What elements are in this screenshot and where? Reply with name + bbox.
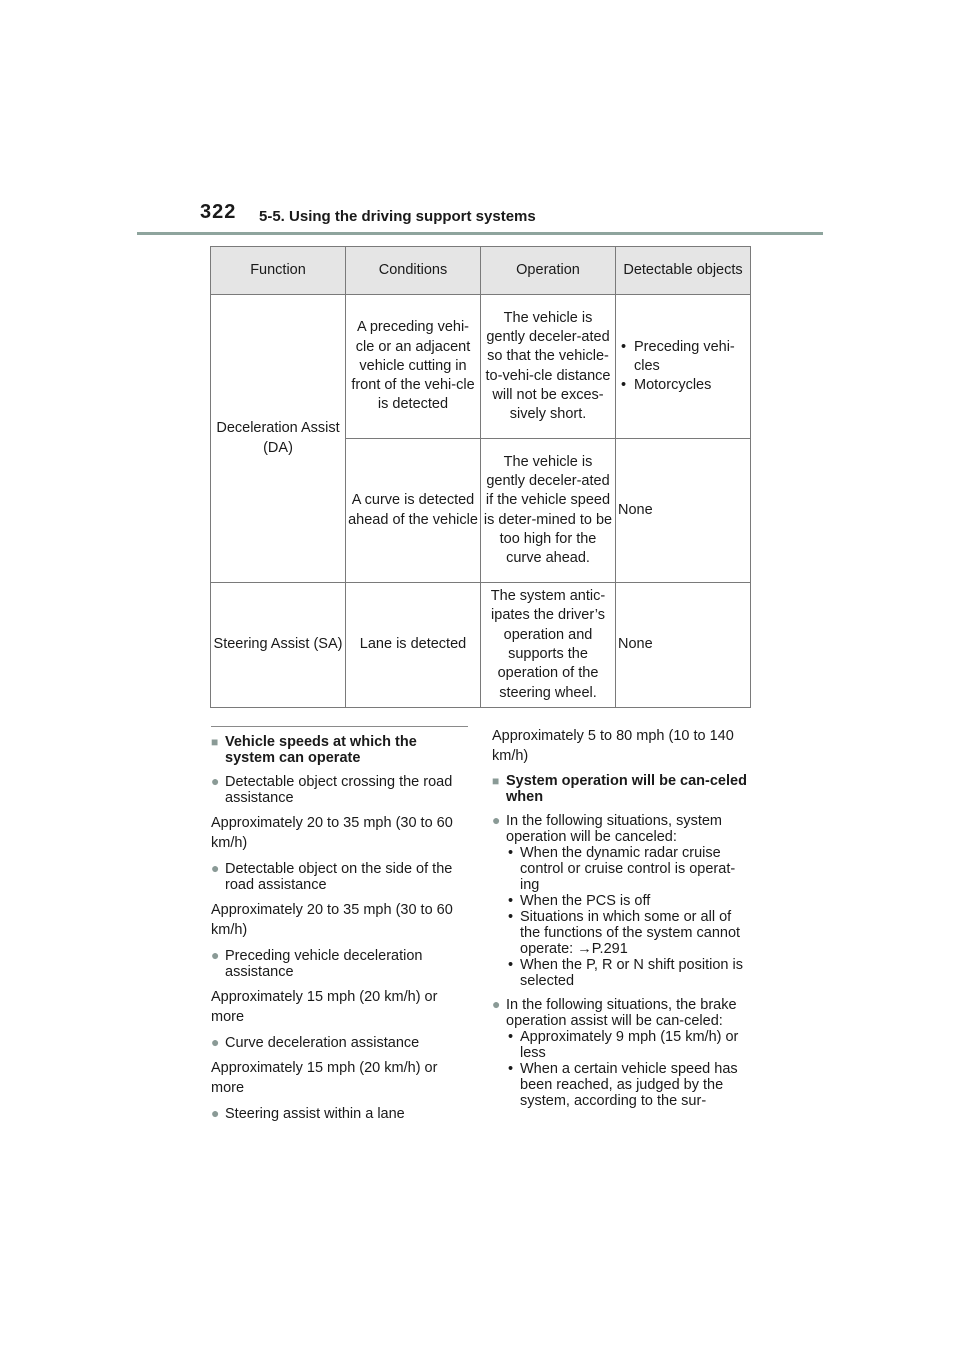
bullet-text: Steering assist within a lane [225, 1106, 405, 1122]
objects-cell: None [616, 583, 751, 708]
right-column [492, 726, 750, 1109]
list-item [211, 861, 469, 893]
objects-cell [616, 295, 751, 439]
speed-value: Approximately 20 to 35 mph (30 to 60 km/h) [211, 815, 453, 851]
cancel-heading [492, 773, 750, 805]
speed-value: Approximately 5 to 80 mph (10 to 140 km/h) [492, 728, 734, 764]
function-table [210, 246, 751, 708]
bullet-text: Detectable object crossing the road assistance [225, 774, 453, 806]
circle-bullet-icon: ● [211, 947, 220, 963]
list-item [492, 813, 750, 989]
sub-item [506, 845, 750, 893]
condition-cell: Lane is detected [346, 583, 481, 708]
operation-cell: The system antic-ipates the driver’s operation and supports the operation of the steering wheel. [481, 583, 616, 708]
sub-item-text: When the P, R or N shift position is selected [520, 957, 743, 989]
left-column [211, 726, 469, 1122]
dot-bullet-icon: • [508, 909, 514, 925]
table-header-row [211, 247, 751, 295]
speed-heading-text: Vehicle speeds at which the system can operate [225, 734, 417, 766]
function-cell: Steering Assist (SA) [211, 583, 346, 708]
function-cell: Deceleration Assist (DA) [211, 295, 346, 583]
speed-value: Approximately 20 to 35 mph (30 to 60 km/h) [211, 902, 453, 938]
dot-bullet-icon: • [508, 845, 514, 861]
condition-cell: A preceding vehi-cle or an adjacent vehicle cutting in front of the vehi-cle is detected [346, 295, 481, 439]
sub-item-text: When the PCS is off [520, 893, 651, 909]
objects-list [618, 338, 748, 396]
column-header-function: Function [211, 247, 346, 295]
condition-cell: A curve is detected ahead of the vehicle [346, 439, 481, 583]
table-row [211, 583, 751, 708]
circle-bullet-icon: ● [211, 1034, 220, 1050]
section-divider [211, 726, 468, 727]
circle-bullet-icon: ● [492, 812, 501, 828]
objects-cell: None [616, 439, 751, 583]
sub-item [506, 1029, 750, 1061]
section-title: 5-5. Using the driving support systems [259, 208, 536, 225]
list-item [211, 948, 469, 980]
sub-item [506, 1061, 750, 1109]
list-item [211, 1106, 469, 1122]
speed-heading [211, 734, 469, 766]
sub-item [506, 909, 750, 957]
sub-item-text: Situations in which some or all of the functions of the system cannot operate: →P.291 [520, 909, 741, 957]
bullet-text: Preceding vehicle deceleration assistance [225, 948, 423, 980]
cancel-heading-text: System operation will be can-celed when [506, 773, 747, 805]
square-marker-icon: ■ [492, 774, 500, 788]
sub-item [506, 893, 750, 909]
table-row [211, 295, 751, 439]
list-item [492, 997, 750, 1109]
square-marker-icon: ■ [211, 735, 219, 749]
circle-bullet-icon: ● [492, 996, 501, 1012]
circle-bullet-icon: ● [211, 860, 220, 876]
page-number: 322 [200, 201, 237, 223]
list-item [211, 1035, 469, 1051]
column-header-detectable-objects: Detectable objects [616, 247, 751, 295]
circle-bullet-icon: ● [211, 773, 220, 789]
circle-bullet-icon: ● [211, 1105, 220, 1121]
sub-item-text: Approximately 9 mph (15 km/h) or less [520, 1029, 739, 1061]
bullet-text: In the following situations, system operation will be canceled: [506, 813, 722, 845]
speed-value: Approximately 15 mph (20 km/h) or more [211, 989, 438, 1025]
column-header-conditions: Conditions [346, 247, 481, 295]
dot-bullet-icon: • [508, 893, 514, 909]
list-item [211, 774, 469, 806]
bullet-text: Curve deceleration assistance [225, 1035, 420, 1051]
operation-cell: The vehicle is gently deceler-ated if the vehicle speed is deter-mined to be too high for the curve ahead. [481, 439, 616, 583]
header-rule [137, 232, 823, 235]
column-header-operation: Operation [481, 247, 616, 295]
dot-bullet-icon: • [508, 1061, 514, 1077]
sub-item-text: When the dynamic radar cruise control or cruise control is operat-ing [520, 845, 736, 893]
operation-cell: The vehicle is gently deceler-ated so that the vehicle-to-vehi-cle distance will not be exces-sively short. [481, 295, 616, 439]
dot-bullet-icon: • [508, 957, 514, 973]
dot-bullet-icon: • [508, 1029, 514, 1045]
list-item: • Motorcycles [634, 376, 748, 395]
bullet-text: In the following situations, the brake operation assist will be can-celed: [506, 997, 737, 1029]
sub-item-text: When a certain vehicle speed has been reached, as judged by the system, according to the sur- [520, 1061, 738, 1109]
list-item: • Preceding vehi-cles [634, 338, 748, 377]
speed-value: Approximately 15 mph (20 km/h) or more [211, 1060, 438, 1096]
sub-item [506, 957, 750, 989]
bullet-text: Detectable object on the side of the road assistance [225, 861, 453, 893]
